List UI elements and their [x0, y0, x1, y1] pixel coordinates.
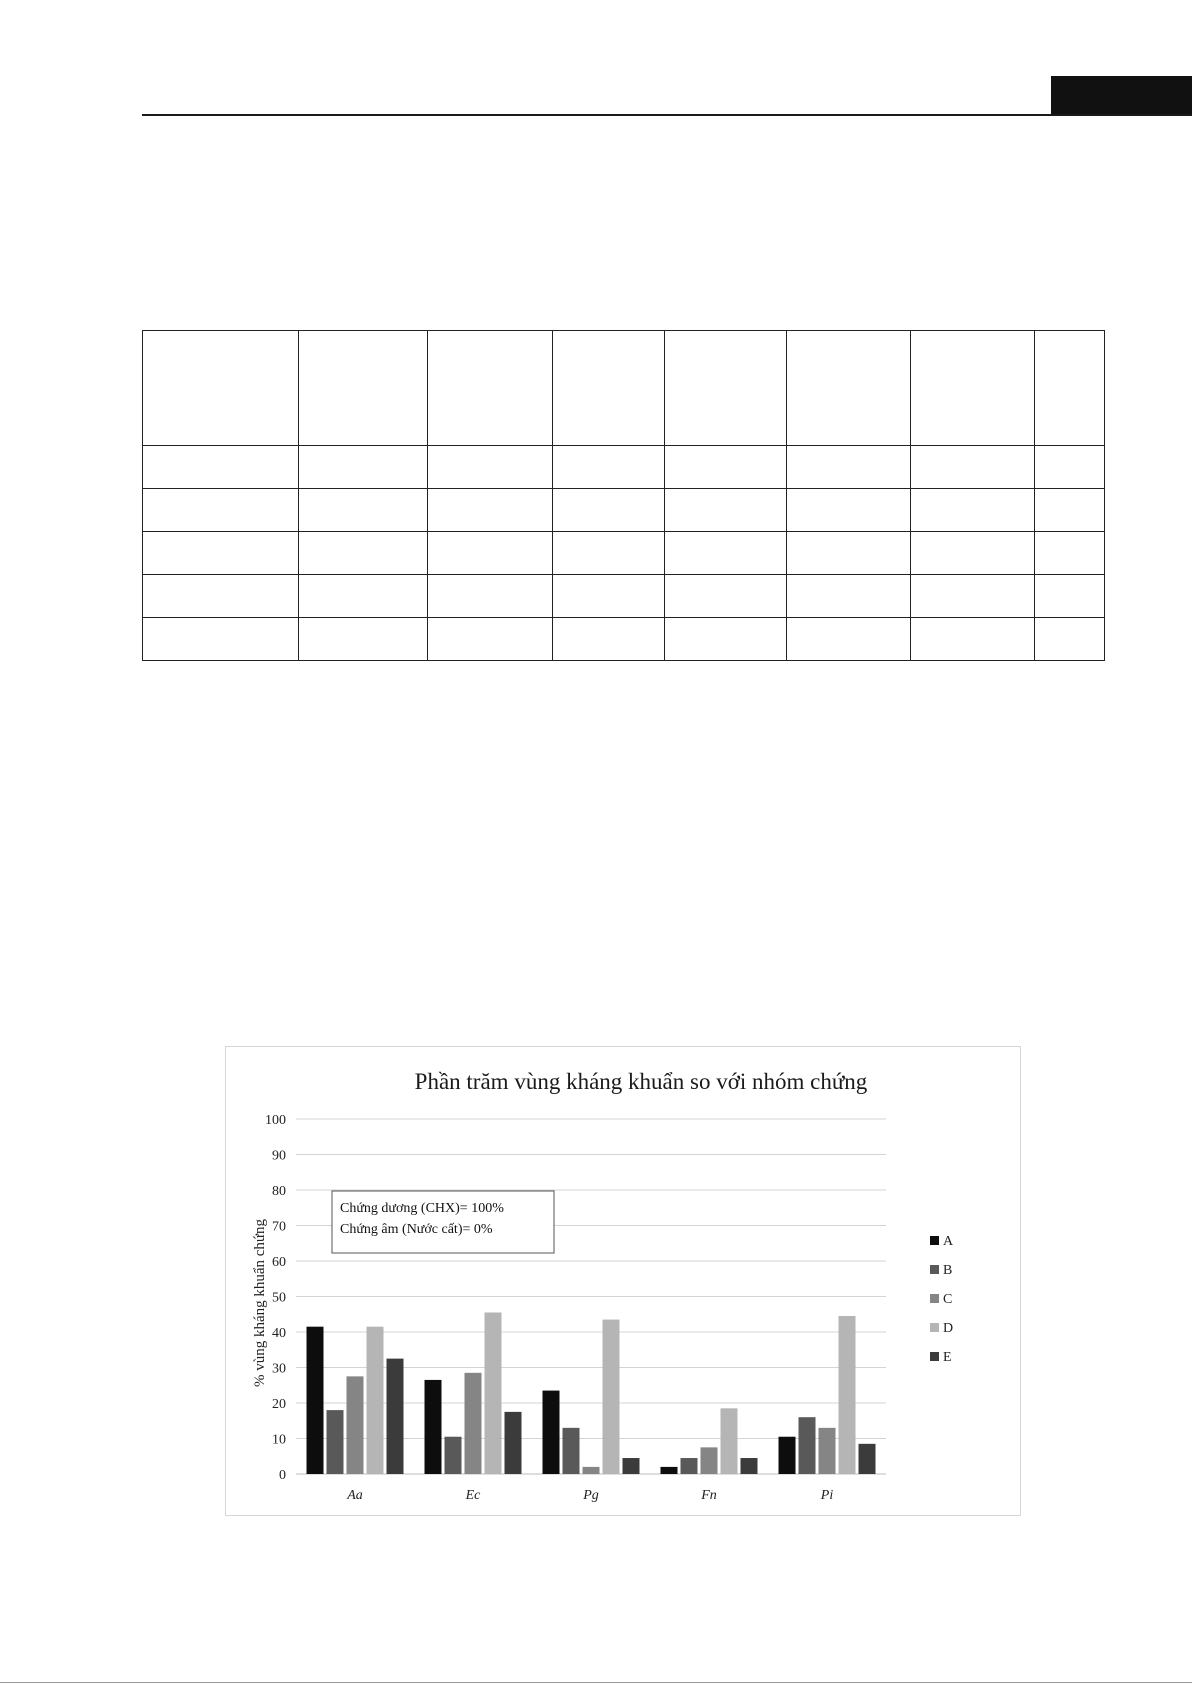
- bar-B-Pg: [563, 1428, 580, 1474]
- legend-label-A: A: [943, 1234, 954, 1249]
- bar-D-Pg: [603, 1320, 620, 1474]
- table-row: [143, 446, 1105, 489]
- table-row: [143, 575, 1105, 618]
- x-tick-label: Ec: [465, 1488, 481, 1503]
- footer-rule: [0, 1682, 1192, 1683]
- table-cell: [143, 618, 299, 661]
- table-row: [143, 489, 1105, 532]
- bar-E-Aa: [387, 1359, 404, 1474]
- bar-A-Ec: [425, 1380, 442, 1474]
- y-tick-label: 40: [272, 1326, 286, 1341]
- table-cell: [428, 575, 553, 618]
- table-cell: [143, 575, 299, 618]
- table-header-row: [143, 331, 1105, 446]
- table-cell: [665, 532, 787, 575]
- bar-A-Pg: [543, 1391, 560, 1474]
- y-tick-label: 80: [272, 1184, 286, 1199]
- table-cell: [428, 331, 553, 446]
- table-cell: [143, 331, 299, 446]
- legend-swatch-D: [930, 1323, 939, 1332]
- table-cell: [143, 446, 299, 489]
- bar-C-Aa: [347, 1376, 364, 1474]
- table-cell: [787, 532, 911, 575]
- table-cell: [428, 489, 553, 532]
- table-cell: [553, 331, 665, 446]
- table-cell: [428, 446, 553, 489]
- table-cell: [665, 331, 787, 446]
- table-cell: [911, 489, 1035, 532]
- bar-D-Aa: [367, 1327, 384, 1474]
- table-cell: [299, 532, 428, 575]
- bar-E-Fn: [741, 1458, 758, 1474]
- bar-D-Ec: [485, 1312, 502, 1474]
- table-cell: [553, 446, 665, 489]
- table-cell: [299, 489, 428, 532]
- annotation-line-2: Chứng âm (Nước cất)= 0%: [340, 1222, 493, 1237]
- table-cell: [1035, 618, 1105, 661]
- table-cell: [787, 575, 911, 618]
- bar-E-Ec: [505, 1412, 522, 1474]
- table-cell: [665, 489, 787, 532]
- table-cell: [428, 532, 553, 575]
- bar-E-Pg: [623, 1458, 640, 1474]
- table-cell: [665, 446, 787, 489]
- table-cell: [428, 618, 553, 661]
- chart-title: Phần trăm vùng kháng khuẩn so với nhóm chứng: [414, 1069, 868, 1094]
- table-row: [143, 618, 1105, 661]
- legend-swatch-C: [930, 1294, 939, 1303]
- table-cell: [1035, 489, 1105, 532]
- legend-label-B: B: [943, 1263, 953, 1278]
- bar-E-Pi: [859, 1444, 876, 1474]
- legend-label-E: E: [943, 1350, 952, 1365]
- table-cell: [911, 331, 1035, 446]
- y-tick-label: 20: [272, 1397, 286, 1412]
- y-axis-label: % vùng kháng khuẩn chứng: [252, 1218, 268, 1388]
- bar-C-Ec: [465, 1373, 482, 1474]
- table-cell: [299, 618, 428, 661]
- x-tick-label: Aa: [347, 1488, 363, 1503]
- data-table: [142, 330, 1105, 661]
- table-cell: [665, 618, 787, 661]
- table-cell: [911, 446, 1035, 489]
- bar-B-Ec: [445, 1437, 462, 1474]
- bar-A-Pi: [779, 1437, 796, 1474]
- x-tick-label: Pi: [820, 1488, 834, 1503]
- y-tick-label: 60: [272, 1255, 286, 1270]
- table-cell: [553, 532, 665, 575]
- table-cell: [553, 618, 665, 661]
- table-cell: [1035, 575, 1105, 618]
- y-tick-label: 10: [272, 1432, 286, 1448]
- table-cell: [787, 489, 911, 532]
- bar-D-Pi: [839, 1316, 856, 1474]
- annotation-box: [332, 1191, 554, 1253]
- legend-label-C: C: [943, 1292, 953, 1307]
- legend-label-D: D: [943, 1321, 954, 1336]
- y-tick-label: 90: [272, 1148, 286, 1164]
- table-cell: [299, 575, 428, 618]
- header-rule: [142, 114, 1192, 116]
- y-tick-label: 30: [272, 1361, 286, 1377]
- y-tick-label: 70: [272, 1219, 286, 1235]
- table-row: [143, 532, 1105, 575]
- table-cell: [143, 532, 299, 575]
- x-tick-label: Pg: [583, 1488, 599, 1503]
- table-cell: [787, 618, 911, 661]
- y-tick-label: 100: [265, 1113, 286, 1128]
- chart-figure: [225, 1046, 1021, 1516]
- table-cell: [787, 331, 911, 446]
- table-cell: [143, 489, 299, 532]
- table-cell: [787, 446, 911, 489]
- table-cell: [299, 331, 428, 446]
- bar-A-Aa: [307, 1327, 324, 1474]
- bar-C-Pg: [583, 1467, 600, 1474]
- table-cell: [911, 575, 1035, 618]
- table-cell: [911, 618, 1035, 661]
- bar-A-Fn: [661, 1467, 678, 1474]
- table-cell: [553, 575, 665, 618]
- annotation-line-1: Chứng dương (CHX)= 100%: [340, 1201, 504, 1216]
- table-cell: [553, 489, 665, 532]
- bar-B-Aa: [327, 1410, 344, 1474]
- bar-C-Fn: [701, 1447, 718, 1474]
- bar-C-Pi: [819, 1428, 836, 1474]
- y-tick-label: 50: [272, 1290, 286, 1306]
- legend-swatch-A: [930, 1236, 939, 1245]
- bar-chart: [226, 1047, 1022, 1517]
- legend-swatch-B: [930, 1265, 939, 1274]
- table-cell: [1035, 532, 1105, 575]
- header-page-tab: [1051, 76, 1192, 114]
- bar-D-Fn: [721, 1408, 738, 1474]
- legend-swatch-E: [930, 1352, 939, 1361]
- table-cell: [1035, 446, 1105, 489]
- table-cell: [911, 532, 1035, 575]
- bar-B-Pi: [799, 1417, 816, 1474]
- table-cell: [665, 575, 787, 618]
- legend: [930, 1234, 954, 1365]
- table-cell: [1035, 331, 1105, 446]
- table-cell: [299, 446, 428, 489]
- bar-B-Fn: [681, 1458, 698, 1474]
- x-tick-label: Fn: [701, 1488, 717, 1503]
- y-tick-label: 0: [279, 1468, 286, 1483]
